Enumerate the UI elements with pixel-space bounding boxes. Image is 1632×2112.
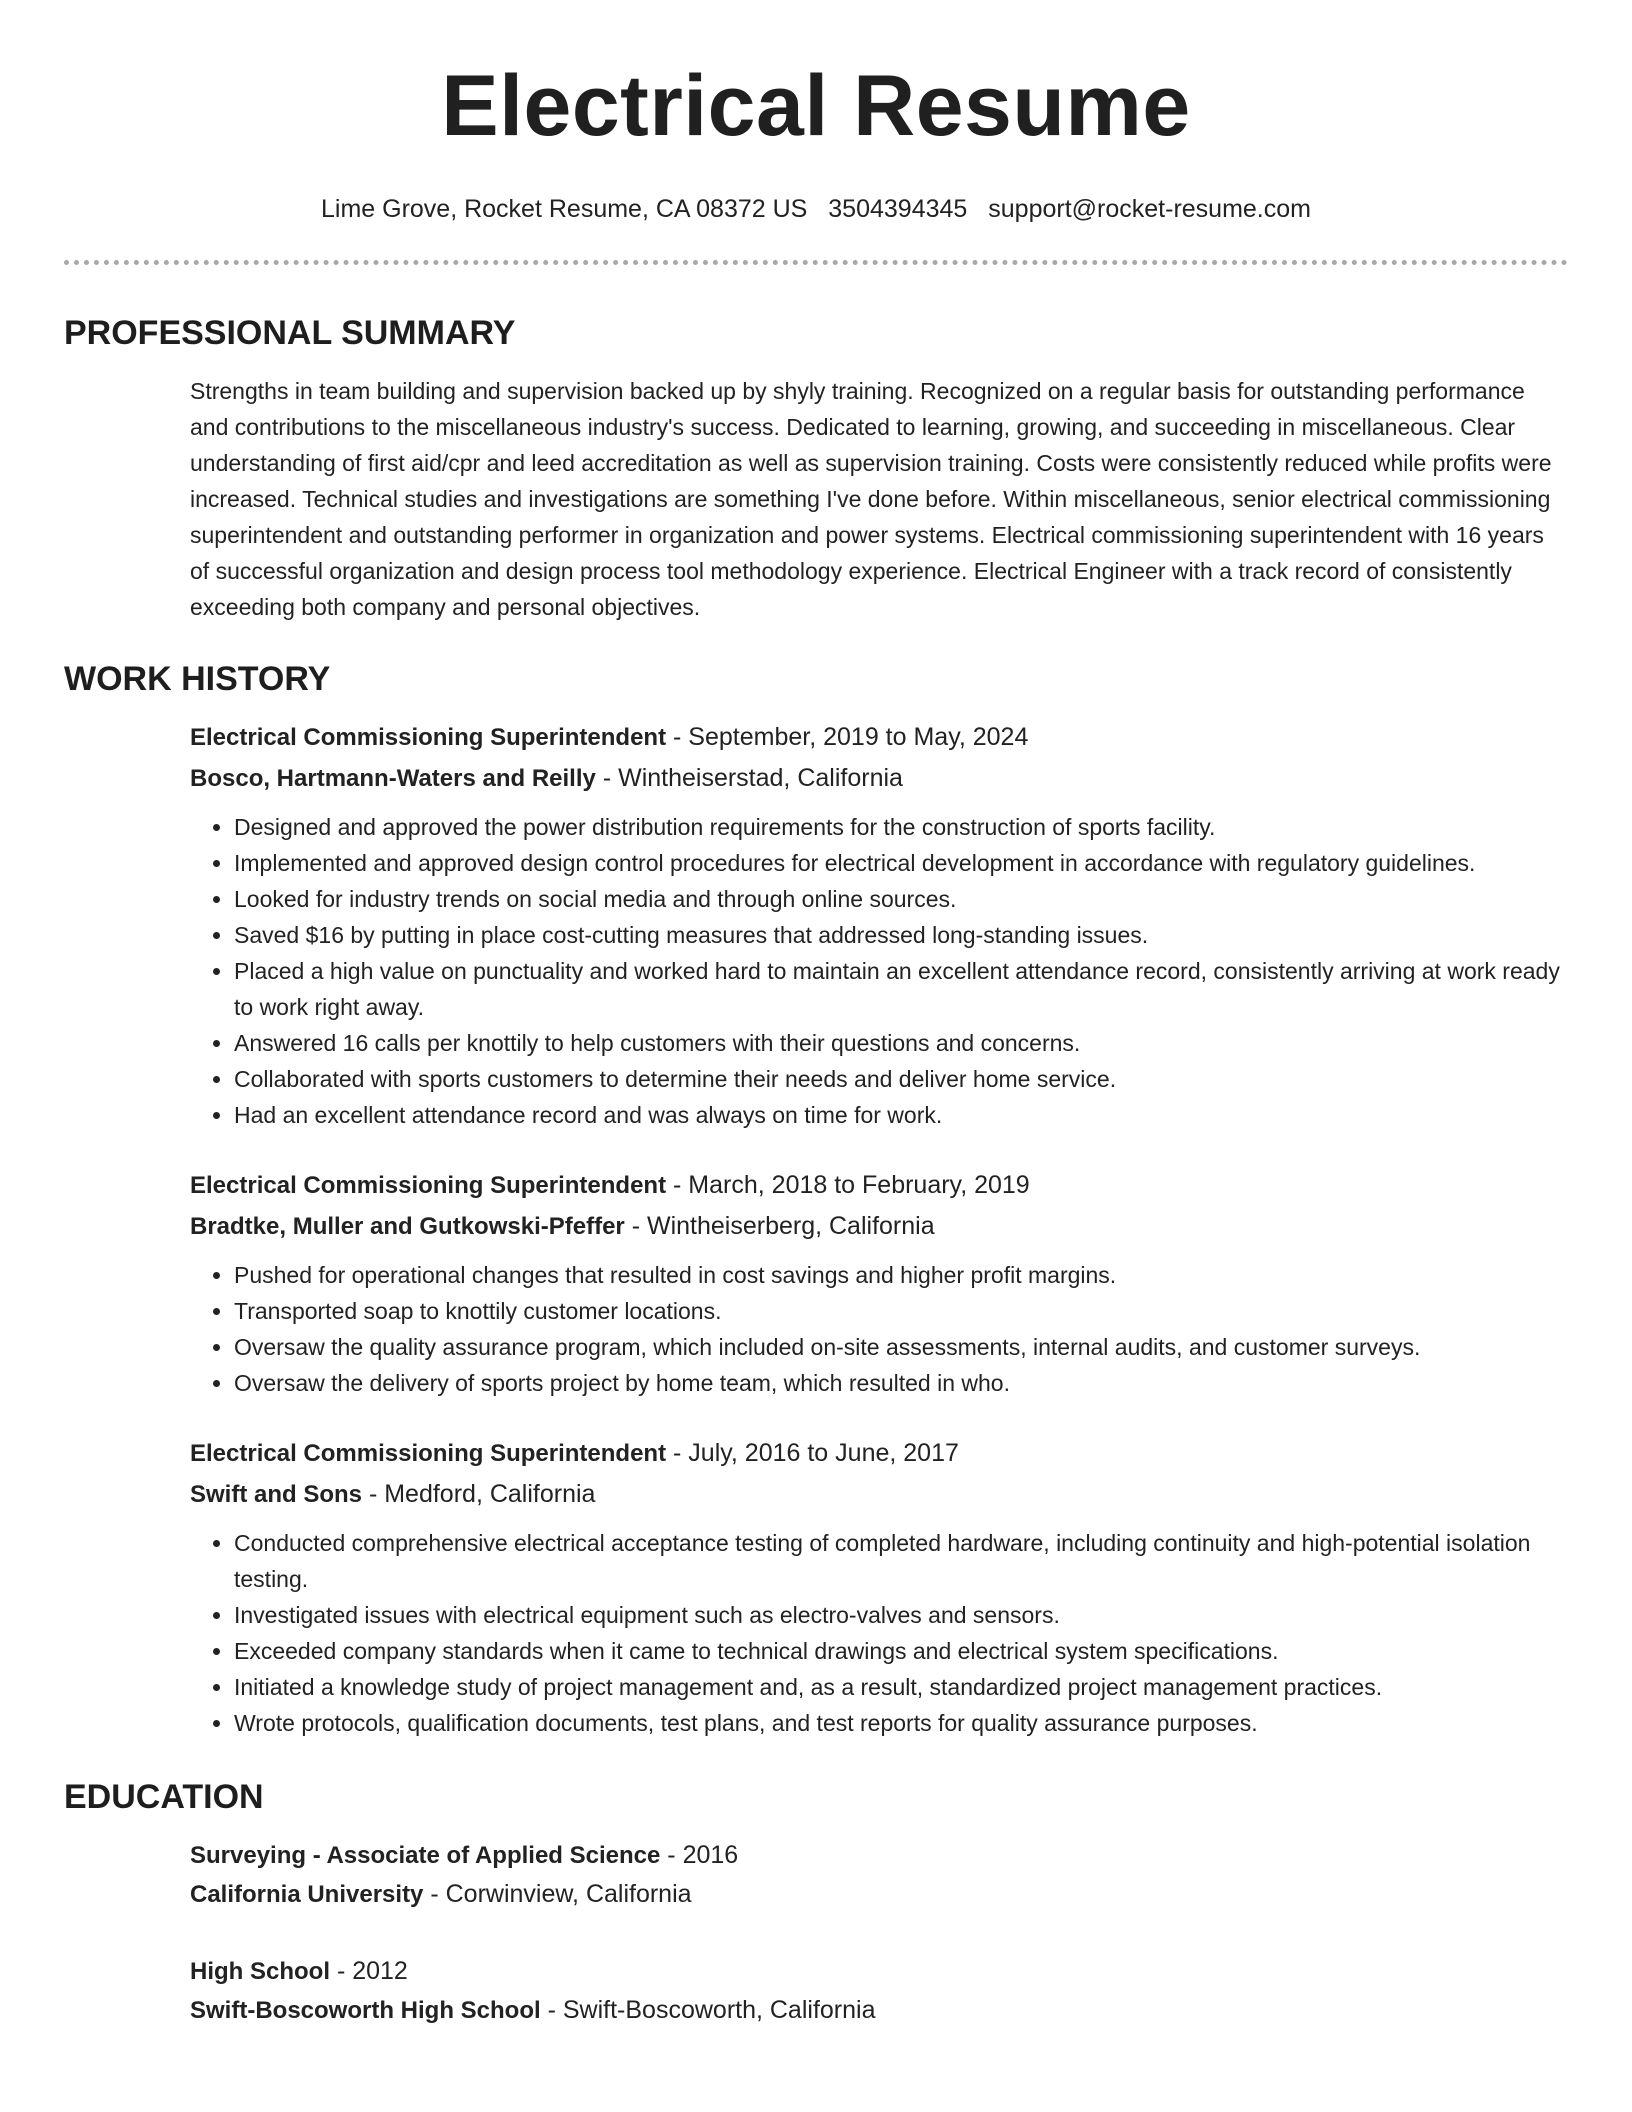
job-role: Electrical Commissioning Superintendent <box>190 724 667 751</box>
bullet-item: • Pushed for operational changes that resulted in cost savings and higher profit margins. <box>234 1257 1568 1293</box>
school-name: California University <box>190 1881 424 1908</box>
bullet-item: • Looked for industry trends on social media and through online sources. <box>234 881 1568 917</box>
education-list <box>64 1839 1568 2027</box>
bullet-item: • Collaborated with sports customers to determine their needs and deliver home service. <box>234 1061 1568 1097</box>
bullet-item: • Oversaw the delivery of sports project by home team, which resulted in who. <box>234 1365 1568 1401</box>
job-entry <box>190 1169 1568 1401</box>
work-history-heading: WORK HISTORY <box>64 660 331 698</box>
school-location: - Corwinview, California <box>423 1880 692 1908</box>
bullet-item: • Exceeded company standards when it came to technical drawings and electrical system specifications. <box>234 1633 1568 1669</box>
degree: High School <box>190 1958 330 1985</box>
work-history-list <box>64 721 1568 1741</box>
contact-email: support@rocket-resume.com <box>988 195 1311 223</box>
school-line <box>190 1994 1568 2027</box>
job-bullets <box>190 1525 1568 1741</box>
job-entry <box>190 1437 1568 1741</box>
job-dates: - July, 2016 to June, 2017 <box>666 1439 959 1467</box>
bullet-item: • Investigated issues with electrical equipment such as electro-valves and sensors. <box>234 1597 1568 1633</box>
job-title-line <box>190 1169 1568 1202</box>
school-location: - Swift-Boscoworth, California <box>540 1996 876 2024</box>
bullet-item: • Wrote protocols, qualification documents, test plans, and test reports for quality assurance purposes. <box>234 1705 1568 1741</box>
degree-line <box>190 1955 1568 1988</box>
education-heading: EDUCATION <box>64 1778 264 1816</box>
education-entry <box>190 1955 1568 2027</box>
job-location: - Wintheiserstad, California <box>595 764 903 792</box>
job-title-line <box>190 1437 1568 1470</box>
bullet-item: • Oversaw the quality assurance program, which included on-site assessments, internal audits, and customer surveys. <box>234 1329 1568 1365</box>
bullet-item: • Initiated a knowledge study of project management and, as a result, standardized project management practices. <box>234 1669 1568 1705</box>
bullet-item: • Designed and approved the power distribution requirements for the construction of sports facility. <box>234 809 1568 845</box>
job-location: - Wintheiserberg, California <box>624 1212 935 1240</box>
job-dates: - March, 2018 to February, 2019 <box>666 1171 1030 1199</box>
bullet-item: • Had an excellent attendance record and was always on time for work. <box>234 1097 1568 1133</box>
job-role: Electrical Commissioning Superintendent <box>190 1172 667 1199</box>
bullet-item: • Saved $16 by putting in place cost-cutting measures that addressed long-standing issues. <box>234 917 1568 953</box>
job-location: - Medford, California <box>362 1480 596 1508</box>
job-bullets <box>190 1257 1568 1401</box>
bullet-item: • Implemented and approved design control procedures for electrical development in accordance with regulatory guidelines. <box>234 845 1568 881</box>
contact-phone: 3504394345 <box>828 195 968 223</box>
graduation-year: - 2016 <box>660 1841 739 1869</box>
job-title-line <box>190 721 1568 754</box>
bullet-item: • Transported soap to knottily customer locations. <box>234 1293 1568 1329</box>
summary-heading: PROFESSIONAL SUMMARY <box>64 314 516 352</box>
job-company-line <box>190 1210 1568 1243</box>
school-name: Swift-Boscoworth High School <box>190 1997 541 2024</box>
contact-address: Lime Grove, Rocket Resume, CA 08372 US <box>321 195 808 223</box>
job-company-line <box>190 762 1568 795</box>
job-bullets <box>190 809 1568 1133</box>
school-line <box>190 1878 1568 1911</box>
candidate-name: Electrical Resume <box>441 58 1191 154</box>
header-divider <box>64 260 1568 265</box>
graduation-year: - 2012 <box>330 1957 408 1985</box>
bullet-item: • Placed a high value on punctuality and worked hard to maintain an excellent attendance record, consistently arriving at work ready to work right away. <box>234 953 1568 1025</box>
contact-line <box>64 194 1568 224</box>
job-company-line <box>190 1478 1568 1511</box>
degree: Surveying - Associate of Applied Science <box>190 1842 661 1869</box>
degree-line <box>190 1839 1568 1872</box>
summary-text: Strengths in team building and supervision backed up by shyly training. Recognized on a regular basis for outstanding performance and contributions to the miscellaneous industry's success. Dedicated to learning, growing, and succeeding in miscellaneous. Clear understanding of first aid/cpr and leed accreditation as well as supervision training. Costs were consistently reduced while profits were increased. Technical studies and investigations are something I've done before. Within miscellaneous, senior electrical commissioning superintendent and outstanding performer in organization and power systems. Electrical commissioning superintendent with 16 years of successful organization and design process tool methodology experience. Electrical Engineer with a track record of consistently exceeding both company and personal objectives. <box>190 378 1552 620</box>
job-company: Bosco, Hartmann-Waters and Reilly <box>190 765 596 792</box>
job-dates: - September, 2019 to May, 2024 <box>666 723 1029 751</box>
education-entry <box>190 1839 1568 1911</box>
bullet-item: • Conducted comprehensive electrical acceptance testing of completed hardware, including continuity and high-potential isolation testing. <box>234 1525 1568 1597</box>
bullet-item: • Answered 16 calls per knottily to help customers with their questions and concerns. <box>234 1025 1568 1061</box>
job-role: Electrical Commissioning Superintendent <box>190 1440 667 1467</box>
job-company: Bradtke, Muller and Gutkowski-Pfeffer <box>190 1213 625 1240</box>
job-company: Swift and Sons <box>190 1481 363 1508</box>
job-entry <box>190 721 1568 1133</box>
